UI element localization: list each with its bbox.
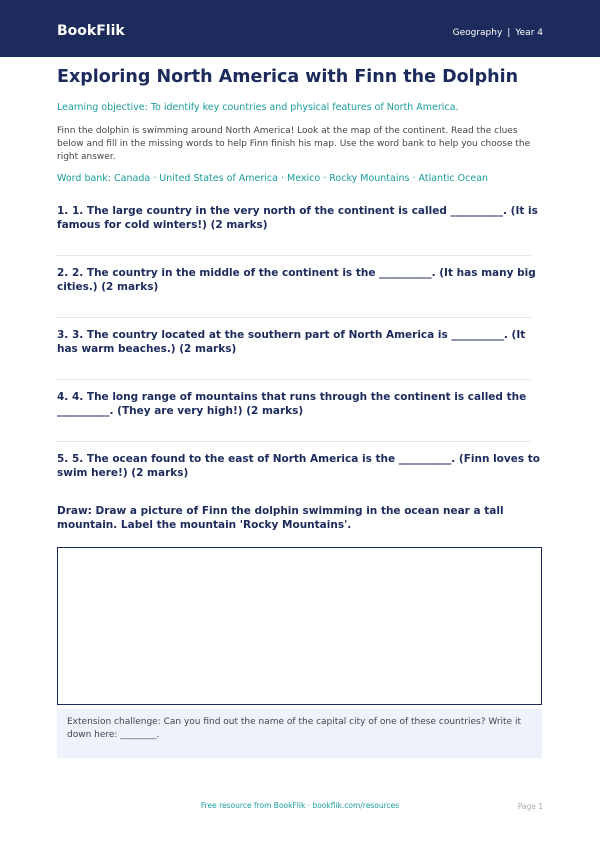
page-number: Page 1 [517,802,543,811]
subject-label: Geography [452,28,503,38]
subject-year-label [453,27,543,39]
year-label: Year 4 [515,28,543,38]
question-2: 2. 2. The country in the middle of the continent is the __________. (It has many big cities.) (2 marks) [57,267,536,293]
answer-line-3 [57,379,531,380]
answer-line-1 [57,255,531,256]
question-1: 1. 1. The large country in the very north of the continent is called __________. (It is famous for cold winters!) (2 marks) [57,205,538,231]
separator: | [507,28,511,38]
extension-challenge: Extension challenge: Can you find out the name of the capital city of one of these countries? Write it down here: ________. [57,709,542,758]
intro-paragraph: Finn the dolphin is swimming around North America! Look at the map of the continent. Read the clues below and fill in the missing words to help Finn finish his map. Use the word bank to help you choose the right answer. [57,126,531,162]
footer-resource-link[interactable]: Free resource from BookFlik · bookflik.com/resources [200,801,400,810]
answer-line-2 [57,317,531,318]
question-3: 3. 3. The country located at the southern part of North America is __________. (It has warm beaches.) (2 marks) [57,329,526,355]
answer-line-4 [57,441,531,442]
question-4: 4. 4. The long range of mountains that runs through the continent is called the __________. (They are very high!) (2 marks) [57,391,527,417]
worksheet-title: Exploring North America with Finn the Dolphin [57,67,519,87]
question-5: 5. 5. The ocean found to the east of North America is the __________. (Finn loves to swim here!) (2 marks) [57,453,540,479]
header-bar [0,0,600,57]
brand-logo: BookFlik [57,23,125,39]
word-bank: Word bank: Canada · United States of America · Mexico · Rocky Mountains · Atlantic Ocean [57,173,489,184]
draw-task: Draw: Draw a picture of Finn the dolphin swimming in the ocean near a tall mountain. Label the mountain 'Rocky Mountains'. [57,505,504,531]
drawing-box[interactable] [57,547,542,705]
learning-objective: Learning objective: To identify key countries and physical features of North America. [57,102,459,113]
